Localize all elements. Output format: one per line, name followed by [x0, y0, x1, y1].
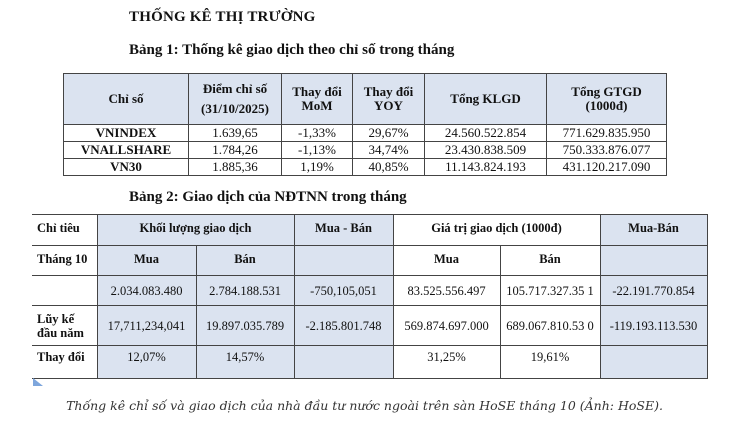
header-gt-mua: Mua [393, 246, 500, 276]
header-gia-tri: Giá trị giao dịch (1000đ) [393, 215, 600, 246]
empty-cell [294, 246, 393, 276]
index-points: 1.885,36 [189, 159, 282, 176]
table2-header-row [32, 215, 707, 246]
row-label: Thay đổi [32, 346, 97, 379]
header-mom: Thay đổi MoM [282, 74, 353, 125]
table-row [64, 142, 667, 159]
index-mom: -1,33% [282, 125, 353, 142]
kl-mua: 12,07% [97, 346, 196, 379]
header-gt-ban: Bán [500, 246, 600, 276]
header-kl-ban: Bán [196, 246, 294, 276]
gt-diff: -119.193.113.530 [600, 306, 707, 346]
table-row [32, 276, 707, 306]
table2-subheader-row [32, 246, 707, 276]
gt-mua: 31,25% [393, 346, 500, 379]
index-name: VNALLSHARE [64, 142, 189, 159]
table1-header-row [64, 74, 667, 125]
row-label [32, 276, 97, 306]
table-row [64, 159, 667, 176]
index-mom: -1,13% [282, 142, 353, 159]
corner-mark-icon [33, 378, 43, 386]
header-kl-mua: Mua [97, 246, 196, 276]
header-date-label: (31/10/2025) [201, 101, 269, 116]
index-name: VN30 [64, 159, 189, 176]
table-row [32, 306, 707, 346]
kl-mua: 17,711,234,041 [97, 306, 196, 346]
gt-ban: 19,61% [500, 346, 600, 379]
index-klgd: 24.560.522.854 [425, 125, 547, 142]
kl-mua: 2.034.083.480 [97, 276, 196, 306]
index-gtgd: 771.629.835.950 [547, 125, 667, 142]
index-stats-table [63, 73, 667, 176]
header-khoi-luong: Khối lượng giao dịch [97, 215, 294, 246]
index-gtgd: 750.333.876.077 [547, 142, 667, 159]
kl-ban: 14,57% [196, 346, 294, 379]
gt-ban: 105.717.327.35 1 [500, 276, 600, 306]
header-diem-chi-so [189, 74, 282, 125]
header-chi-so: Chỉ số [64, 74, 189, 125]
table-row [64, 125, 667, 142]
gt-ban: 689.067.810.53 0 [500, 306, 600, 346]
table-row [32, 346, 707, 379]
header-mua-ban-gt: Mua-Bán [600, 215, 707, 246]
index-klgd: 23.430.838.509 [425, 142, 547, 159]
header-mua-ban-kl: Mua - Bán [294, 215, 393, 246]
foreign-investor-table [32, 214, 708, 379]
index-klgd: 11.143.824.193 [425, 159, 547, 176]
index-yoy: 29,67% [353, 125, 425, 142]
table2-title: Bảng 2: Giao dịch của NĐTNN trong tháng [129, 189, 407, 205]
index-gtgd: 431.120.217.090 [547, 159, 667, 176]
header-yoy: Thay đổi YOY [353, 74, 425, 125]
image-caption: Thống kê chỉ số và giao dịch của nhà đầu tư nước ngoài trên sàn HoSE tháng 10 (Ảnh: HoSE). [66, 398, 663, 413]
gt-diff [600, 346, 707, 379]
index-mom: 1,19% [282, 159, 353, 176]
gt-diff: -22.191.770.854 [600, 276, 707, 306]
index-name: VNINDEX [64, 125, 189, 142]
gt-mua: 569.874.697.000 [393, 306, 500, 346]
kl-diff: -750,105,051 [294, 276, 393, 306]
header-klgd: Tổng KLGD [425, 74, 547, 125]
index-yoy: 40,85% [353, 159, 425, 176]
kl-diff: -2.185.801.748 [294, 306, 393, 346]
row-label: Lũy kế đầu năm [32, 306, 97, 346]
index-points: 1.639,65 [189, 125, 282, 142]
kl-ban: 2.784.188.531 [196, 276, 294, 306]
kl-diff [294, 346, 393, 379]
gt-mua: 83.525.556.497 [393, 276, 500, 306]
header-thang: Tháng 10 [32, 246, 97, 276]
header-chi-tieu: Chỉ tiêu [32, 215, 97, 246]
index-yoy: 34,74% [353, 142, 425, 159]
header-diem-label: Điểm chỉ số [202, 81, 268, 96]
index-points: 1.784,26 [189, 142, 282, 159]
empty-cell [600, 246, 707, 276]
kl-ban: 19.897.035.789 [196, 306, 294, 346]
header-gtgd: Tổng GTGD (1000đ) [547, 74, 667, 125]
page-heading: THỐNG KÊ THỊ TRƯỜNG [129, 9, 316, 25]
table1-title: Bảng 1: Thống kê giao dịch theo chỉ số trong tháng [129, 42, 455, 58]
